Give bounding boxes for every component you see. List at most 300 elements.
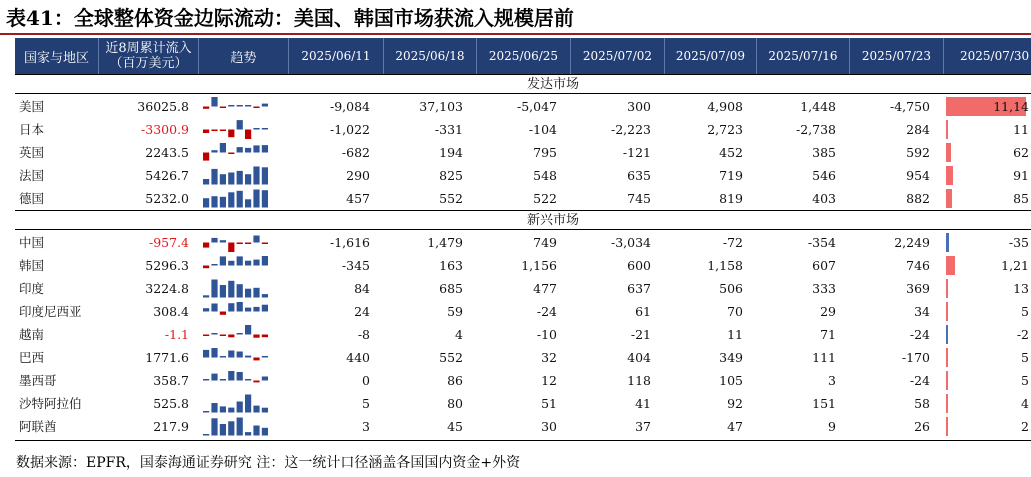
weekly-flow-value: 5 <box>1021 304 1029 319</box>
weekly-flow-value: 12 <box>541 373 557 388</box>
sparkline-bar <box>211 333 217 335</box>
weekly-flow-value: 369 <box>906 281 930 296</box>
cumulative-flow: 3224.8 <box>145 281 189 296</box>
header-date: 2025/07/30 <box>960 49 1030 63</box>
sparkline-bar <box>253 107 259 109</box>
header-date: 2025/06/18 <box>384 38 477 74</box>
weekly-flow-value: 452 <box>719 145 743 160</box>
table-header <box>15 38 1031 74</box>
weekly-flow-value: 685 <box>439 281 463 296</box>
country-name: 法国 <box>19 168 45 183</box>
country-name: 韩国 <box>19 258 45 273</box>
country-name: 越南 <box>19 327 45 342</box>
sparkline-bar <box>211 304 217 312</box>
sparkline-bar <box>220 256 226 265</box>
sparkline-bar <box>203 335 209 337</box>
country-name: 沙特阿拉伯 <box>19 396 82 411</box>
sparkline-bar <box>228 408 234 413</box>
weekly-flow-value: 300 <box>627 99 651 114</box>
sparkline-bar <box>203 434 209 436</box>
weekly-flow-value: -24 <box>536 304 557 319</box>
sparkline-bar <box>211 280 217 298</box>
cumulative-flow: 36025.8 <box>137 99 189 114</box>
sparkline-bar <box>237 105 243 107</box>
page-title: 表41：全球整体资金边际流动：美国、韩国市场获流入规模居前 <box>6 6 574 30</box>
weekly-flow-value: 2,249 <box>894 235 930 250</box>
weekly-flow-value: -345 <box>341 258 370 273</box>
sparkline-bar <box>262 145 268 152</box>
weekly-flow-value: 548 <box>533 168 557 183</box>
sparkline-bar <box>211 374 217 381</box>
weekly-flow-value: 745 <box>627 191 651 206</box>
header-cumulative-line2: （百万美元） <box>109 56 188 71</box>
sparkline-bar <box>262 335 268 338</box>
table-row <box>15 95 1031 118</box>
sparkline-bar <box>203 379 209 381</box>
weekly-flow-value: 2,723 <box>707 122 743 137</box>
sparkline-bar <box>253 190 259 208</box>
sparkline-bar <box>220 107 226 109</box>
cumulative-flow: -3300.9 <box>141 122 189 137</box>
sparkline-bar <box>237 418 243 436</box>
header-trend: 趋势 <box>199 38 289 74</box>
weekly-flow-value: 58 <box>914 396 930 411</box>
sparkline-bar <box>211 238 217 243</box>
sparkline-bar <box>211 418 217 435</box>
weekly-flow-value: 1,158 <box>707 258 743 273</box>
sparkline-bar <box>211 403 217 413</box>
sparkline-bar <box>220 285 226 298</box>
weekly-flow-value: -682 <box>341 145 370 160</box>
cumulative-flow: 5296.3 <box>145 258 189 273</box>
weekly-flow-value: -21 <box>630 327 651 342</box>
sparkline-bar <box>253 128 259 130</box>
sparkline-bar <box>253 307 259 312</box>
table-row <box>15 415 1031 438</box>
weekly-flow-value: 80 <box>447 396 463 411</box>
sparkline-bar <box>245 243 251 245</box>
country-name: 印度尼西亚 <box>19 304 82 319</box>
trend-sparkline <box>202 370 272 391</box>
sparkline-bar <box>245 395 251 413</box>
weekly-flow-value: 882 <box>906 191 930 206</box>
sparkline-bar <box>262 377 268 381</box>
sparkline-bar <box>262 128 268 130</box>
header-date: 2025/06/11 <box>289 38 384 74</box>
weekly-flow-value: 0 <box>362 373 370 388</box>
sparkline-bar <box>237 352 243 358</box>
weekly-flow-value: 403 <box>812 191 836 206</box>
sparkline-bar <box>262 104 268 107</box>
sparkline-bar <box>237 333 243 335</box>
cumulative-flow: 1771.6 <box>145 350 189 365</box>
sparkline-bar <box>253 145 259 152</box>
header-date: 2025/07/23 <box>850 38 944 74</box>
country-name: 日本 <box>19 122 45 137</box>
weekly-flow-value: 194 <box>439 145 463 160</box>
cumulative-flow: 358.7 <box>153 373 189 388</box>
sparkline-bar <box>220 130 226 132</box>
weekly-flow-value: 284 <box>906 122 930 137</box>
header-date: 2025/07/09 <box>665 38 757 74</box>
sparkline-bar <box>262 305 268 312</box>
cumulative-flow: -1.1 <box>164 327 189 342</box>
cumulative-flow: -957.4 <box>148 235 189 250</box>
sparkline-bar <box>211 264 217 266</box>
sparkline-bar <box>245 289 251 298</box>
weekly-flow-value: 552 <box>439 350 463 365</box>
weekly-flow-value: 41 <box>635 396 651 411</box>
section-header: 发达市场 <box>15 74 1031 94</box>
sparkline-bar <box>245 199 251 207</box>
header-cumulative <box>99 38 199 74</box>
weekly-flow-value: 546 <box>812 168 836 183</box>
weekly-flow-value: 105 <box>719 373 743 388</box>
weekly-flow-value: 61 <box>635 304 651 319</box>
sparkline-bar <box>203 308 209 311</box>
weekly-flow-value: 477 <box>533 281 557 296</box>
fund-flow-table <box>15 38 1031 440</box>
trend-sparkline <box>202 165 272 186</box>
sparkline-bar <box>203 198 209 207</box>
sparkline-bar <box>253 260 259 266</box>
sparkline-bar <box>203 266 209 269</box>
weekly-flow-value: 151 <box>812 396 836 411</box>
table-row <box>15 254 1031 277</box>
weekly-flow-value: 592 <box>906 145 930 160</box>
weekly-flow-value: 37,103 <box>419 99 463 114</box>
sparkline-bar <box>220 197 226 208</box>
sparkline-bar <box>211 348 217 358</box>
weekly-flow-value: 9 <box>828 419 836 434</box>
weekly-flow-value: 607 <box>812 258 836 273</box>
weekly-flow-value: 26 <box>914 419 930 434</box>
sparkline-bar <box>220 406 226 412</box>
sparkline-bar <box>211 169 217 185</box>
sparkline-bar <box>253 358 259 361</box>
sparkline-bar <box>253 236 259 243</box>
trend-sparkline <box>202 142 272 163</box>
weekly-flow-value: -24 <box>909 373 930 388</box>
sparkline-bar <box>237 402 243 413</box>
sparkline-bar <box>237 120 243 129</box>
weekly-flow-value: 349 <box>719 350 743 365</box>
weekly-flow-value: 92 <box>727 396 743 411</box>
header-country: 国家与地区 <box>15 38 99 74</box>
trend-sparkline <box>202 301 272 322</box>
table-bottom-rule <box>15 440 1031 441</box>
sparkline-bar <box>211 150 217 152</box>
sparkline-bar <box>228 261 234 266</box>
sparkline-bar <box>262 167 268 184</box>
sparkline-bar <box>203 107 209 109</box>
weekly-flow-value: 290 <box>346 168 370 183</box>
sparkline-bar <box>220 312 226 315</box>
sparkline-bar <box>237 243 243 245</box>
weekly-flow-value: 749 <box>533 235 557 250</box>
cumulative-flow: 5426.7 <box>145 168 189 183</box>
weekly-flow-value: -3,034 <box>610 235 651 250</box>
weekly-flow-value: 1,156 <box>521 258 557 273</box>
weekly-flow-value: -2,223 <box>610 122 651 137</box>
sparkline-bar <box>220 174 226 184</box>
trend-sparkline <box>202 393 272 414</box>
weekly-flow-value: 118 <box>627 373 651 388</box>
table-row <box>15 164 1031 187</box>
trend-sparkline <box>202 96 272 117</box>
weekly-flow-value: -10 <box>536 327 557 342</box>
weekly-flow-value: 954 <box>906 168 930 183</box>
country-name: 巴西 <box>19 350 45 365</box>
country-name: 中国 <box>19 235 45 250</box>
sparkline-bar <box>211 130 217 132</box>
weekly-flow-value: 385 <box>812 145 836 160</box>
sparkline-bar <box>228 105 234 107</box>
trend-sparkline <box>202 232 272 253</box>
weekly-flow-value: 3 <box>828 373 836 388</box>
weekly-flow-value: 59 <box>447 304 463 319</box>
weekly-flow-value: 29 <box>820 304 836 319</box>
sparkline-bar <box>245 174 251 184</box>
sparkline-bar <box>237 302 243 312</box>
weekly-flow-value: 62 <box>1013 145 1029 160</box>
sparkline-bar <box>203 179 209 185</box>
sparkline-bar <box>203 295 209 297</box>
header-date: 2025/07/02 <box>571 38 665 74</box>
trend-sparkline <box>202 347 272 368</box>
sparkline-bar <box>220 335 226 337</box>
cumulative-flow: 308.4 <box>153 304 189 319</box>
table-row <box>15 277 1031 300</box>
weekly-flow-value: 552 <box>439 191 463 206</box>
trend-sparkline <box>202 188 272 209</box>
weekly-flow-value: -35 <box>1008 235 1029 250</box>
sparkline-bar <box>253 288 259 298</box>
weekly-flow-value: -354 <box>807 235 836 250</box>
sparkline-bar <box>253 335 259 338</box>
weekly-flow-value: -2,738 <box>795 122 836 137</box>
weekly-flow-value: 4 <box>455 327 463 342</box>
weekly-flow-value: 457 <box>346 191 370 206</box>
weekly-flow-value: 51 <box>541 396 557 411</box>
weekly-flow-value: 47 <box>727 419 743 434</box>
weekly-flow-value: -170 <box>901 350 930 365</box>
sparkline-bar <box>253 406 259 413</box>
sparkline-bar <box>237 147 243 152</box>
weekly-flow-value: 4 <box>1021 396 1029 411</box>
sparkline-bar <box>262 408 268 413</box>
weekly-flow-value: 86 <box>447 373 463 388</box>
sparkline-bar <box>245 432 251 435</box>
weekly-flow-value: 70 <box>727 304 743 319</box>
table-row <box>15 231 1031 254</box>
sparkline-bar <box>253 426 259 436</box>
sparkline-bar <box>203 153 209 161</box>
sparkline-bar <box>203 411 209 413</box>
title-rule <box>0 33 1031 35</box>
cumulative-flow: 2243.5 <box>145 145 189 160</box>
weekly-flow-value: 637 <box>627 281 651 296</box>
sparkline-bar <box>245 261 251 266</box>
sparkline-bar <box>237 256 243 265</box>
weekly-flow-value: 746 <box>906 258 930 273</box>
weekly-flow-value: 522 <box>533 191 557 206</box>
weekly-flow-value: 1,479 <box>427 235 463 250</box>
weekly-flow-value: -8 <box>357 327 370 342</box>
weekly-flow-value: 111 <box>812 350 836 365</box>
source-note: 数据来源：EPFR，国泰海通证券研究 注：这一统计口径涵盖各国国内资金+外资 <box>16 455 521 471</box>
table-row <box>15 118 1031 141</box>
weekly-flow-value: 34 <box>914 304 930 319</box>
sparkline-bar <box>228 130 234 138</box>
weekly-flow-value: 37 <box>635 419 651 434</box>
weekly-flow-value: 11 <box>727 327 743 342</box>
weekly-flow-value: -2 <box>1016 327 1029 342</box>
sparkline-bar <box>245 308 251 312</box>
sparkline-bar <box>245 130 251 140</box>
weekly-flow-value: 11,14 <box>993 99 1029 114</box>
sparkline-bar <box>262 428 268 436</box>
section-header: 新兴市场 <box>15 210 1031 230</box>
sparkline-bar <box>262 243 268 245</box>
country-name: 墨西哥 <box>19 373 57 388</box>
sparkline-bar <box>253 167 259 185</box>
header-date: 2025/06/25 <box>477 38 571 74</box>
weekly-flow-value: 506 <box>719 281 743 296</box>
weekly-flow-value: 4,908 <box>707 99 743 114</box>
weekly-flow-value: -1,022 <box>329 122 370 137</box>
weekly-flow-value: 1,21 <box>1001 258 1029 273</box>
sparkline-bar <box>220 356 226 358</box>
weekly-flow-value: -9,084 <box>329 99 370 114</box>
sparkline-bar <box>228 243 234 253</box>
sparkline-bar <box>262 356 268 358</box>
weekly-flow-value: 91 <box>1013 168 1029 183</box>
sparkline-bar <box>220 240 226 242</box>
sparkline-bar <box>262 256 268 266</box>
sparkline-bar <box>211 196 217 207</box>
weekly-flow-value: -72 <box>722 235 743 250</box>
sparkline-bar <box>228 371 234 381</box>
header-date: 2025/07/16 <box>757 38 850 74</box>
table-row <box>15 323 1031 346</box>
sparkline-bar <box>228 192 234 207</box>
country-name: 美国 <box>19 99 45 114</box>
weekly-flow-value: 333 <box>812 281 836 296</box>
weekly-flow-value: -331 <box>434 122 463 137</box>
weekly-flow-value: 795 <box>533 145 557 160</box>
trend-sparkline <box>202 119 272 140</box>
weekly-flow-value: 1,448 <box>800 99 836 114</box>
table-row <box>15 141 1031 164</box>
weekly-flow-value: 600 <box>627 258 651 273</box>
sparkline-bar <box>220 424 226 436</box>
weekly-flow-value: 85 <box>1013 191 1029 206</box>
weekly-flow-value: 11 <box>1013 122 1029 137</box>
weekly-flow-value: 5 <box>1021 350 1029 365</box>
weekly-flow-value: -4,750 <box>889 99 930 114</box>
weekly-flow-value: -24 <box>909 327 930 342</box>
weekly-flow-value: 5 <box>362 396 370 411</box>
weekly-flow-value: 30 <box>541 419 557 434</box>
sparkline-bar <box>211 97 217 107</box>
sparkline-bar <box>237 284 243 297</box>
sparkline-bar <box>203 350 209 358</box>
weekly-flow-value: 440 <box>346 350 370 365</box>
header-cumulative-line1: 近8周累计流入 <box>105 41 192 56</box>
weekly-flow-value: 719 <box>719 168 743 183</box>
sparkline-bar <box>228 153 234 155</box>
table-row <box>15 392 1031 415</box>
table-row <box>15 346 1031 369</box>
sparkline-bar <box>228 303 234 311</box>
weekly-flow-value: 13 <box>1013 281 1029 296</box>
sparkline-bar <box>228 421 234 435</box>
sparkline-bar <box>237 191 243 208</box>
sparkline-bar <box>228 335 234 338</box>
trend-sparkline <box>202 255 272 276</box>
sparkline-bar <box>245 379 251 381</box>
weekly-flow-value: 819 <box>719 191 743 206</box>
weekly-flow-value: 163 <box>439 258 463 273</box>
country-name: 英国 <box>19 145 45 160</box>
table-row <box>15 187 1031 210</box>
sparkline-bar <box>245 356 251 358</box>
country-name: 阿联酋 <box>19 419 57 434</box>
sparkline-bar <box>262 294 268 297</box>
country-name: 德国 <box>19 191 45 206</box>
weekly-flow-value: 24 <box>354 304 370 319</box>
sparkline-bar <box>237 372 243 381</box>
sparkline-bar <box>262 190 268 207</box>
cumulative-flow: 525.8 <box>153 396 189 411</box>
table-row <box>15 300 1031 323</box>
sparkline-bar <box>228 351 234 358</box>
weekly-flow-value: -5,047 <box>516 99 557 114</box>
weekly-flow-value: 635 <box>627 168 651 183</box>
weekly-flow-value: 825 <box>439 168 463 183</box>
weekly-flow-value: 45 <box>447 419 463 434</box>
trend-sparkline <box>202 416 272 437</box>
sparkline-bar <box>220 143 226 153</box>
sparkline-bar <box>245 325 251 335</box>
weekly-flow-value: 2 <box>1021 419 1029 434</box>
weekly-flow-value: 5 <box>1021 373 1029 388</box>
trend-sparkline <box>202 278 272 299</box>
sparkline-bar <box>237 171 243 185</box>
weekly-flow-value: 3 <box>362 419 370 434</box>
trend-sparkline <box>202 324 272 345</box>
sparkline-bar <box>220 379 226 381</box>
country-name: 印度 <box>19 281 45 296</box>
weekly-flow-value: -121 <box>622 145 651 160</box>
cumulative-flow: 5232.0 <box>145 191 189 206</box>
sparkline-bar <box>245 105 251 107</box>
weekly-flow-value: -104 <box>528 122 557 137</box>
weekly-flow-value: 404 <box>627 350 651 365</box>
weekly-flow-value: 71 <box>820 327 836 342</box>
cumulative-flow: 217.9 <box>153 419 189 434</box>
sparkline-bar <box>203 243 209 248</box>
sparkline-bar <box>203 130 209 134</box>
sparkline-bar <box>228 173 234 185</box>
sparkline-bar <box>228 281 234 298</box>
weekly-flow-value: 84 <box>354 281 370 296</box>
sparkline-bar <box>245 148 251 153</box>
weekly-flow-value: 32 <box>541 350 557 365</box>
table-row <box>15 369 1031 392</box>
weekly-flow-value: -1,616 <box>329 235 370 250</box>
